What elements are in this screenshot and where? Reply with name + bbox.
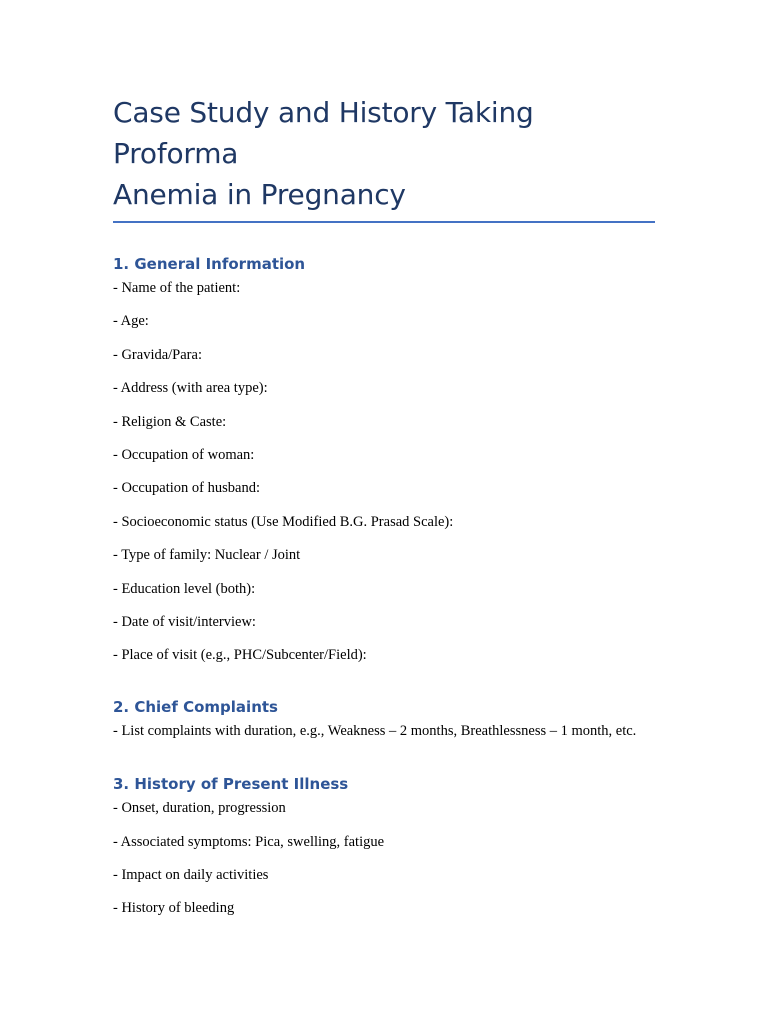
field-type-of-family: - Type of family: Nuclear / Joint [113, 547, 301, 564]
field-age: - Age: [113, 313, 149, 330]
field-gravida-para: - Gravida/Para: [113, 346, 202, 363]
field-list [113, 278, 655, 665]
document-page [113, 92, 655, 932]
field-impact-daily-activities: - Impact on daily activities [113, 867, 269, 884]
field-list [113, 798, 655, 918]
title-divider [113, 221, 655, 223]
field-occupation-husband: - Occupation of husband: [113, 480, 260, 497]
field-associated-symptoms: - Associated symptoms: Pica, swelling, fatigue [113, 833, 385, 850]
field-place-of-visit: - Place of visit (e.g., PHC/Subcenter/Field): [113, 647, 367, 664]
field-list [113, 721, 655, 741]
title-line-1: Case Study and History Taking Proforma [113, 96, 534, 170]
section-heading: 1. General Information [113, 255, 306, 273]
field-religion-caste: - Religion & Caste: [113, 413, 227, 430]
field-education-level: - Education level (both): [113, 580, 256, 597]
field-complaints-list: - List complaints with duration, e.g., Weakness – 2 months, Breathlessness – 1 month, etc. [113, 723, 637, 740]
document-title [113, 92, 655, 215]
field-occupation-woman: - Occupation of woman: [113, 446, 255, 463]
section-history-present-illness [113, 774, 655, 918]
field-onset-duration: - Onset, duration, progression [113, 800, 286, 817]
field-history-of-bleeding: - History of bleeding [113, 900, 235, 917]
field-name-of-patient: - Name of the patient: [113, 280, 241, 296]
title-line-2: Anemia in Pregnancy [113, 178, 406, 211]
field-address: - Address (with area type): [113, 380, 268, 397]
section-general-information [113, 254, 655, 665]
section-chief-complaints [113, 697, 655, 741]
section-heading: 2. Chief Complaints [113, 698, 278, 717]
field-socioeconomic-status: - Socioeconomic status (Use Modified B.G. Prasad Scale): [113, 513, 454, 530]
field-date-of-visit: - Date of visit/interview: [113, 613, 256, 630]
section-heading: 3. History of Present Illness [113, 775, 349, 794]
